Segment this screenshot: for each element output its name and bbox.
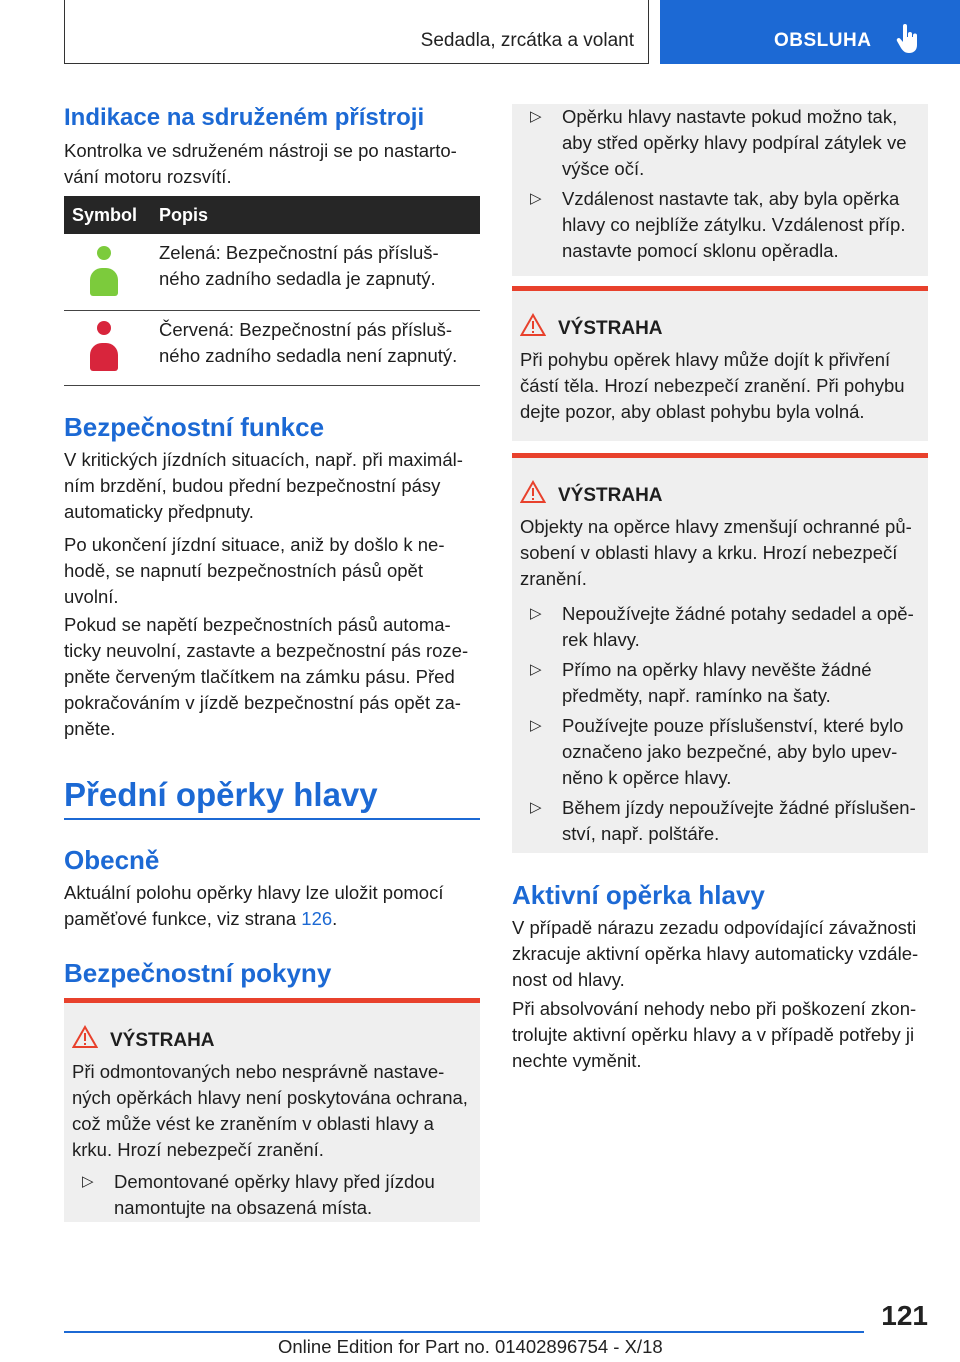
warning-title: VÝSTRAHA	[558, 485, 663, 506]
warning-triangle-icon	[520, 480, 546, 504]
paragraph-obecne: Aktuální polohu opěrky hlavy lze uložit pomocí paměťové funkce, viz strana 126.	[64, 882, 444, 929]
paragraph-aktivni-1: V případě nárazu zezadu odpovídající závažnosti zkracuje aktivní opěrka hlavy automaticky vzdále- nost od hlavy.	[512, 917, 919, 990]
header-section-box	[64, 0, 649, 64]
page-link[interactable]: 126	[301, 908, 333, 929]
warning-box	[64, 998, 480, 1222]
paragraph-indikace: Kontrolka ve sdruženém nástroji se po nastarto- vání motoru rozsvítí.	[64, 140, 457, 187]
table-header	[64, 196, 480, 234]
heading-underline	[64, 818, 480, 820]
hand-pointer-icon	[896, 24, 918, 54]
warning-box	[512, 286, 928, 441]
table-bottom-rule	[64, 385, 480, 386]
table-row	[64, 311, 480, 385]
triangle-bullet-icon: ▷	[530, 605, 542, 622]
col-popis-header: Popis	[159, 205, 209, 225]
list-item: ▷ Používejte pouze příslušenství, které bylo označeno jako bezpečné, aby bylo upev- něno k opěrce hlavy.	[530, 715, 904, 788]
heading-aktivni-operka: Aktivní opěrka hlavy	[512, 880, 765, 910]
heading-bezpecnostni-pokyny: Bezpečnostní pokyny	[64, 958, 332, 988]
chapter-tab-label: OBSLUHA	[774, 30, 872, 51]
page-number: 121	[881, 1300, 928, 1331]
col-symbol-header: Symbol	[72, 205, 138, 225]
triangle-bullet-icon: ▷	[82, 1173, 94, 1190]
paragraph-funkce-3: Pokud se napětí bezpečnostních pásů automa- ticky neuvolní, zastavte a bezpečnostní pás roze- pněte červeným tlačítkem na zámku pásu. Před pokračováním v jízdě bezpečnostní pás opět za- pněte.	[64, 614, 469, 739]
row-description: Zelená: Bezpečnostní pás přísluš- ného zadního sedadla je zapnutý.	[159, 242, 439, 289]
instruction-box	[512, 104, 928, 276]
chapter-tab[interactable]	[660, 0, 960, 64]
list-item: ▷ Přímo na opěrky hlavy nevěšte žádné předměty, např. ramínko na šaty.	[530, 659, 872, 706]
warning-title: VÝSTRAHA	[558, 318, 663, 339]
warning-title: VÝSTRAHA	[110, 1030, 215, 1051]
heading-obecne: Obecně	[64, 845, 160, 875]
row-description: Červená: Bezpečnostní pás přísluš- ného zadního sedadla není zapnutý.	[159, 319, 458, 366]
triangle-bullet-icon: ▷	[530, 108, 542, 125]
triangle-bullet-icon: ▷	[530, 661, 542, 678]
warning-box	[512, 453, 928, 853]
list-item: ▷ Během jízdy nepoužívejte žádné příslušen- ství, např. polštáře.	[530, 797, 916, 844]
heading-bezpecnostni-funkce: Bezpečnostní funkce	[64, 412, 325, 442]
warning-text: Při pohybu opěrek hlavy může dojít k přivření částí těla. Hrozí nebezpečí zranění. Při pohybu dejte pozor, aby oblast pohybu byla volná.	[520, 349, 905, 422]
footer-rule	[64, 1331, 864, 1333]
warning-text: Při odmontovaných nebo nesprávně nastave- ných opěrkách hlavy není poskytována ochrana, což může vést ke zraněním v oblasti hlavy a krku. Hrozí nebezpečí zranění.	[72, 1061, 468, 1160]
section-title: Sedadla, zrcátka a volant	[420, 30, 634, 51]
triangle-bullet-icon: ▷	[530, 717, 542, 734]
triangle-bullet-icon: ▷	[530, 799, 542, 816]
list-item: ▷ Vzdálenost nastavte tak, aby byla opěrka hlavy co nejblíže zátylku. Vzdálenost příp. nastavte pomocí sklonu opěradla.	[530, 188, 906, 261]
paragraph-funkce-1: V kritických jízdních situacích, např. při maximál- ním brzdění, budou přední bezpečnostní pásy automaticky předpnuty.	[64, 449, 463, 522]
paragraph-funkce-2: Po ukončení jízdní situace, aniž by došlo k ne- hodě, se napnutí bezpečnostních pásů opět uvolní.	[64, 534, 445, 607]
list-item: ▷ Opěrku hlavy nastavte pokud možno tak, aby střed opěrky hlavy podpíral zátylek ve výšce očí.	[530, 106, 907, 179]
list-item: ▷ Demontované opěrky hlavy před jízdou namontujte na obsazená místa.	[82, 1171, 435, 1218]
list-item: ▷ Nepoužívejte žádné potahy sedadel a opě- rek hlavy.	[530, 603, 914, 650]
warning-triangle-icon	[520, 313, 546, 337]
triangle-bullet-icon: ▷	[530, 190, 542, 207]
paragraph-aktivni-2: Při absolvování nehody nebo při poškození zkon- trolujte aktivní opěrku hlavy a v případě potřeby ji nechte vyměnit.	[512, 998, 917, 1071]
footer-edition: Online Edition for Part no. 01402896754 - X/18	[278, 1336, 663, 1357]
heading-indikace: Indikace na sdruženém přístroji	[64, 104, 425, 131]
heading-predni-operky: Přední opěrky hlavy	[64, 776, 378, 813]
warning-text: Objekty na opěrce hlavy zmenšují ochranné pů- sobení v oblasti hlavy a krku. Hrozí nebezpečí zranění.	[520, 516, 912, 589]
warning-triangle-icon	[72, 1025, 98, 1049]
table-row	[64, 234, 480, 310]
